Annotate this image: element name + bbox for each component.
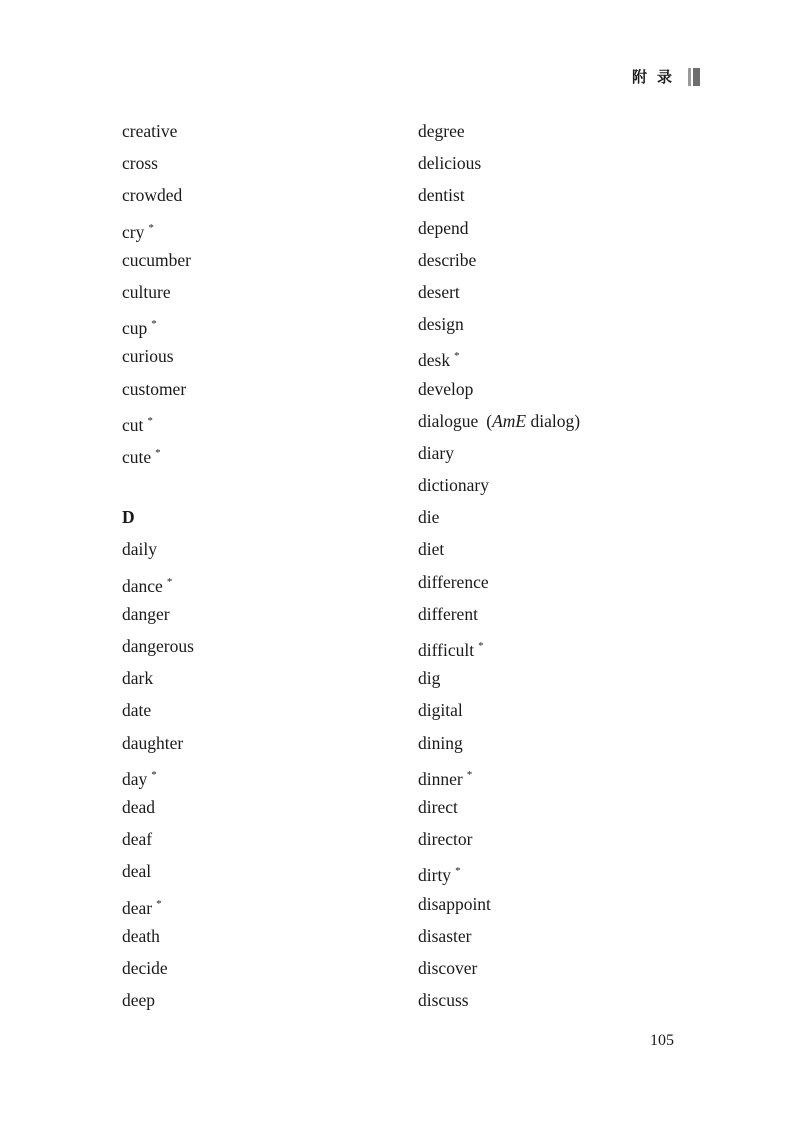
entry-word: degree: [418, 121, 465, 141]
vocabulary-entry: [122, 955, 194, 987]
entry-word: crowded: [122, 185, 183, 206]
asterisk-icon: *: [455, 865, 461, 878]
entry-word: dark: [122, 668, 154, 689]
entry-word: dance: [122, 575, 163, 596]
entry-word: date: [122, 700, 152, 721]
vocabulary-entry: [418, 858, 580, 890]
vocabulary-entry: [418, 311, 580, 343]
entry-word: cry: [122, 221, 145, 242]
vocabulary-entry: [122, 343, 194, 375]
asterisk-icon: *: [148, 221, 154, 234]
entry-word: digital: [418, 700, 463, 721]
entry-word: diet: [418, 539, 445, 560]
entry-word: deal: [122, 861, 152, 882]
vocabulary-entry: [122, 601, 194, 633]
vocabulary-entry: [122, 311, 194, 343]
vocabulary-entry: [122, 858, 194, 890]
vocabulary-entry: [418, 826, 580, 858]
vocabulary-entry: [418, 279, 580, 311]
entry-word: daily: [122, 539, 157, 560]
entry-word: decide: [122, 957, 168, 978]
vocabulary-entry: [418, 955, 580, 987]
entry-word: cute: [122, 446, 152, 467]
vocabulary-entry: [122, 247, 194, 279]
entry-word: different: [418, 603, 478, 624]
vocabulary-entry: [122, 826, 194, 858]
entry-word: dangerous: [122, 636, 194, 656]
entry-word: dining: [418, 732, 463, 753]
entry-word: difference: [418, 571, 489, 592]
entry-word: death: [122, 925, 160, 946]
vocabulary-entry: [418, 182, 580, 214]
entry-word: dear: [122, 897, 153, 918]
blank-line: [122, 472, 194, 504]
vocabulary-entry: [122, 182, 194, 214]
vocabulary-entry: [122, 730, 194, 762]
vocabulary-entry: [122, 536, 194, 568]
entry-note-prefix: (: [486, 410, 493, 431]
vocabulary-entry: [418, 891, 580, 923]
entry-word: difficult: [418, 640, 475, 660]
vocabulary-entry: [418, 472, 580, 504]
section-letter-heading: [122, 504, 194, 536]
vocabulary-entry: [418, 987, 580, 1019]
entry-word: day: [122, 768, 148, 789]
vocabulary-entry: [122, 408, 194, 440]
vocabulary-entry: [418, 697, 580, 729]
entry-word: dead: [122, 796, 156, 817]
vocabulary-entry: [122, 215, 194, 247]
entry-word: cucumber: [122, 249, 191, 270]
word-list-right-column: [418, 118, 580, 1019]
entry-word: curious: [122, 346, 174, 367]
vocabulary-entry: [418, 536, 580, 568]
entry-word: dirty: [418, 865, 452, 886]
entry-word: delicious: [418, 153, 482, 174]
vocabulary-entry: [122, 794, 194, 826]
vocabulary-entry: [122, 376, 194, 408]
entry-word: deaf: [122, 829, 153, 850]
vocabulary-entry: [122, 569, 194, 601]
vocabulary-entry: [418, 665, 580, 697]
vocabulary-entry: [122, 440, 194, 472]
entry-word: depend: [418, 217, 469, 238]
entry-word: describe: [418, 249, 477, 270]
vocabulary-entry: [122, 633, 194, 665]
asterisk-icon: *: [166, 575, 173, 588]
vocabulary-entry: [418, 730, 580, 762]
vocabulary-entry: [418, 794, 580, 826]
asterisk-icon: *: [155, 446, 161, 459]
entry-word: danger: [122, 603, 170, 624]
vocabulary-entry: [418, 247, 580, 279]
asterisk-icon: *: [466, 768, 473, 781]
entry-note-abbreviation: AmE: [492, 410, 527, 431]
vocabulary-entry: [418, 150, 580, 182]
entry-word: creative: [122, 121, 178, 141]
vocabulary-entry: [122, 891, 194, 923]
entry-note-text: dialog): [526, 410, 581, 431]
vocabulary-entry: [418, 343, 580, 375]
entry-word: culture: [122, 281, 171, 302]
entry-word: direct: [418, 796, 458, 817]
entry-word: dinner: [418, 768, 463, 789]
asterisk-icon: *: [454, 350, 460, 363]
running-header: [632, 66, 700, 87]
entry-word: desk: [418, 350, 451, 371]
heading-letter: D: [122, 507, 135, 528]
entry-word: diary: [418, 442, 454, 463]
vocabulary-entry: [122, 665, 194, 697]
entry-word: dictionary: [418, 475, 489, 496]
entry-word: discover: [418, 957, 478, 978]
entry-word: dentist: [418, 185, 465, 206]
entry-word: dialogue: [418, 410, 479, 431]
vocabulary-entry: [418, 762, 580, 794]
vocabulary-entry: [122, 150, 194, 182]
asterisk-icon: *: [151, 768, 157, 781]
header-title: 附录: [631, 68, 682, 86]
vocabulary-entry: [122, 762, 194, 794]
entry-word: customer: [122, 378, 187, 399]
entry-word: die: [418, 507, 440, 528]
header-bar-mark-icon: [688, 68, 700, 86]
vocabulary-entry: [122, 987, 194, 1019]
vocabulary-entry: [418, 440, 580, 472]
entry-word: design: [418, 314, 464, 335]
vocabulary-entry: [418, 118, 580, 150]
vocabulary-entry: [418, 215, 580, 247]
vocabulary-entry: [122, 118, 194, 150]
entry-word: director: [418, 829, 473, 850]
vocabulary-entry: [122, 923, 194, 955]
asterisk-icon: *: [147, 414, 153, 427]
entry-word: deep: [122, 990, 156, 1011]
entry-word: cup: [122, 318, 148, 339]
vocabulary-entry: [418, 504, 580, 536]
page-number: 105: [650, 1032, 674, 1049]
vocabulary-entry: [418, 633, 580, 665]
asterisk-icon: *: [151, 318, 157, 331]
word-list-left-column: [122, 118, 194, 1019]
entry-word: cross: [122, 153, 158, 174]
entry-word: desert: [418, 281, 460, 302]
vocabulary-entry: [418, 569, 580, 601]
vocabulary-entry: [418, 408, 580, 440]
vocabulary-entry: [418, 601, 580, 633]
entry-word: cut: [122, 414, 144, 435]
entry-word: discuss: [418, 990, 469, 1011]
entry-word: develop: [418, 378, 474, 399]
entry-word: daughter: [122, 732, 184, 753]
vocabulary-entry: [122, 279, 194, 311]
vocabulary-entry: [418, 376, 580, 408]
asterisk-icon: *: [156, 897, 162, 910]
entry-word: disappoint: [418, 893, 491, 914]
entry-word: dig: [418, 668, 441, 689]
asterisk-icon: *: [478, 640, 484, 652]
entry-word: disaster: [418, 925, 472, 946]
vocabulary-entry: [122, 697, 194, 729]
vocabulary-entry: [418, 923, 580, 955]
